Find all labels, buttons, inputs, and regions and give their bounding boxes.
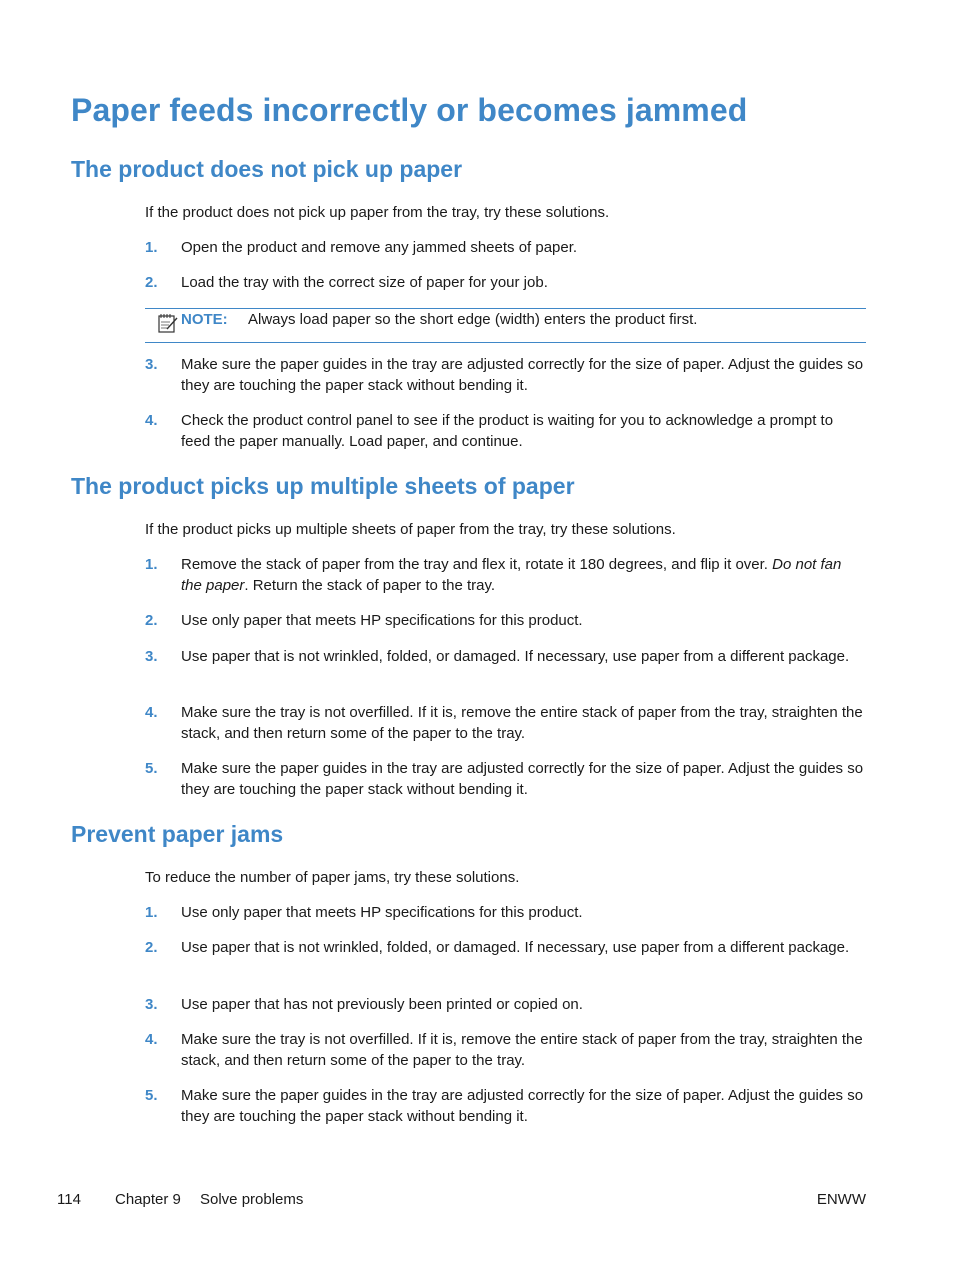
step-number: 1. — [145, 556, 158, 573]
step-text: Use only paper that meets HP specifications for this product. — [181, 612, 583, 629]
step-text: Use only paper that meets HP specifications for this product. — [181, 904, 583, 921]
step-number: 1. — [145, 904, 158, 921]
step-number: 2. — [145, 612, 158, 629]
step-number: 4. — [145, 704, 158, 721]
step-number: 5. — [145, 760, 158, 777]
step-text: Load the tray with the correct size of paper for your job. — [181, 274, 548, 291]
section-intro: If the product does not pick up paper from the tray, try these solutions. — [145, 204, 610, 221]
section-heading: The product picks up multiple sheets of paper — [71, 473, 575, 499]
note-icon — [157, 312, 179, 334]
step-text-part: . Return the stack of paper to the tray. — [244, 577, 496, 594]
step-number: 1. — [145, 239, 158, 256]
step-number: 2. — [145, 274, 158, 291]
step-text: Check the product control panel to see if the product is waiting for you to acknowledge a prompt to feed the paper manually. Load paper, and continue. — [181, 412, 834, 450]
section-intro: If the product picks up multiple sheets of paper from the tray, try these solutions. — [145, 521, 676, 538]
step-number: 2. — [145, 939, 158, 956]
footer-doc-code: ENWW — [816, 1191, 866, 1208]
page-number: 114 — [57, 1191, 81, 1208]
step-number: 5. — [145, 1087, 158, 1104]
step-text: Make sure the paper guides in the tray are adjusted correctly for the size of paper. Adjust the guides so they are touching the paper stack without bending it. — [181, 760, 864, 798]
step-text: Make sure the paper guides in the tray are adjusted correctly for the size of paper. Adjust the guides so they are touching the paper stack without bending it. — [181, 1087, 864, 1125]
section-intro: To reduce the number of paper jams, try these solutions. — [145, 869, 520, 886]
footer-chapter-title: Solve problems — [200, 1191, 304, 1208]
step-text — [181, 554, 865, 596]
step-number: 3. — [145, 648, 158, 665]
step-text: Open the product and remove any jammed sheets of paper. — [181, 239, 578, 256]
note-box — [145, 308, 866, 343]
step-text: Use paper that has not previously been printed or copied on. — [181, 996, 583, 1013]
step-text: Use paper that is not wrinkled, folded, or damaged. If necessary, use paper from a different package. — [181, 939, 850, 956]
step-number: 3. — [145, 356, 158, 373]
footer-chapter: Chapter 9 — [115, 1191, 181, 1208]
step-number: 4. — [145, 412, 158, 429]
step-number: 3. — [145, 996, 158, 1013]
step-text: Make sure the tray is not overfilled. If it is, remove the entire stack of paper from the tray, straighten the stack, and then return some of the paper to the tray. — [181, 704, 863, 742]
section-heading: The product does not pick up paper — [71, 156, 463, 182]
step-number: 4. — [145, 1031, 158, 1048]
page-title: Paper feeds incorrectly or becomes jammed — [71, 92, 748, 128]
step-text: Make sure the tray is not overfilled. If it is, remove the entire stack of paper from the tray, straighten the stack, and then return some of the paper to the tray. — [181, 1031, 863, 1069]
section-heading: Prevent paper jams — [71, 821, 284, 847]
step-text-part: Remove the stack of paper from the tray and flex it, rotate it 180 degrees, and flip it over. — [181, 556, 773, 573]
note-text: Always load paper so the short edge (width) enters the product first. — [248, 311, 698, 328]
note-label: NOTE: — [181, 311, 228, 328]
step-text: Use paper that is not wrinkled, folded, or damaged. If necessary, use paper from a different package. — [181, 648, 850, 665]
step-text: Make sure the paper guides in the tray are adjusted correctly for the size of paper. Adjust the guides so they are touching the paper stack without bending it. — [181, 356, 864, 394]
step-text-emphasis: Do not fan the paper — [181, 556, 842, 594]
